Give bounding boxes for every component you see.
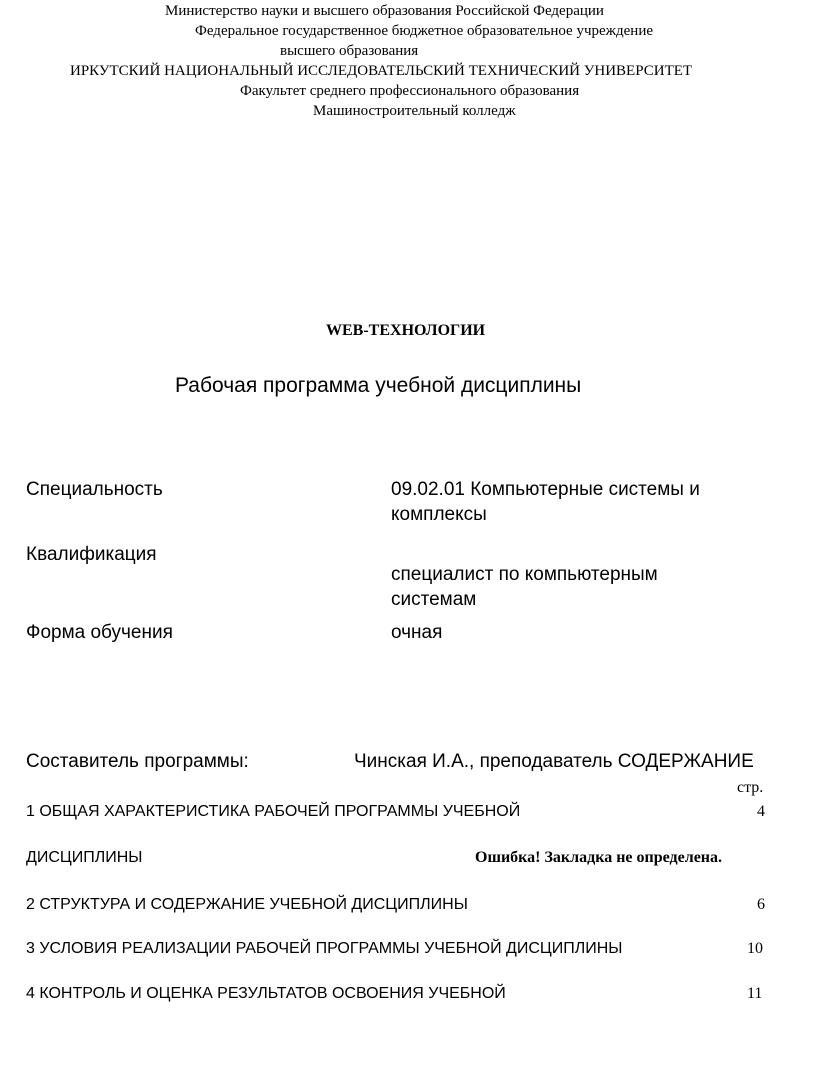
qualification-value-line1: специалист по компьютерным <box>391 564 658 585</box>
study-form-value: очная <box>391 622 443 643</box>
header-institution-type: Федеральное государственное бюджетное образовательное учреждение <box>195 23 654 39</box>
header-ministry: Министерство науки и высшего образования Российской Федерации <box>165 3 604 19</box>
toc-item-1-text[interactable]: 1 ОБЩАЯ ХАРАКТЕРИСТИКА РАБОЧЕЙ ПРОГРАММЫ УЧЕБНОЙ <box>26 803 521 820</box>
toc-item-3-page: 10 <box>747 940 763 957</box>
toc-item-2-text[interactable]: 2 СТРУКТУРА И СОДЕРЖАНИЕ УЧЕБНОЙ ДИСЦИПЛИНЫ <box>26 896 468 913</box>
document-title: WEB-ТЕХНОЛОГИИ <box>326 322 486 339</box>
toc-item-4-text[interactable]: 4 КОНТРОЛЬ И ОЦЕНКА РЕЗУЛЬТАТОВ ОСВОЕНИЯ УЧЕБНОЙ <box>26 985 506 1002</box>
toc-item-4-page: 11 <box>747 985 763 1002</box>
header-college: Машиностроительный колледж <box>313 103 516 119</box>
toc-item-2-page: 6 <box>757 896 765 913</box>
header-education-level: высшего образования <box>280 43 419 59</box>
author-value: Чинская И.А., преподаватель СОДЕРЖАНИЕ <box>354 751 754 772</box>
toc-item-1-page: 4 <box>757 803 765 820</box>
specialty-value-line1: 09.02.01 Компьютерные системы и <box>391 479 700 500</box>
specialty-label: Специальность <box>26 479 163 500</box>
specialty-value-line2: комплексы <box>391 504 487 525</box>
author-label: Составитель программы: <box>26 751 249 772</box>
toc-page-header: стр. <box>737 779 764 796</box>
toc-item-1-text-continued[interactable]: ДИСЦИПЛИНЫ <box>26 849 143 866</box>
study-form-label: Форма обучения <box>26 622 173 643</box>
toc-bookmark-error: Ошибка! Закладка не определена. <box>475 849 723 866</box>
header-faculty: Факультет среднего профессионального образования <box>240 83 580 99</box>
qualification-value-line2: системам <box>391 589 477 610</box>
qualification-label: Квалификация <box>26 544 157 565</box>
toc-item-3-text[interactable]: 3 УСЛОВИЯ РЕАЛИЗАЦИИ РАБОЧЕЙ ПРОГРАММЫ УЧЕБНОЙ ДИСЦИПЛИНЫ <box>26 940 623 957</box>
document-subtitle: Рабочая программа учебной дисциплины <box>175 374 582 397</box>
header-university: ИРКУТСКИЙ НАЦИОНАЛЬНЫЙ ИССЛЕДОВАТЕЛЬСКИЙ ТЕХНИЧЕСКИЙ УНИВЕРСИТЕТ <box>70 63 693 79</box>
